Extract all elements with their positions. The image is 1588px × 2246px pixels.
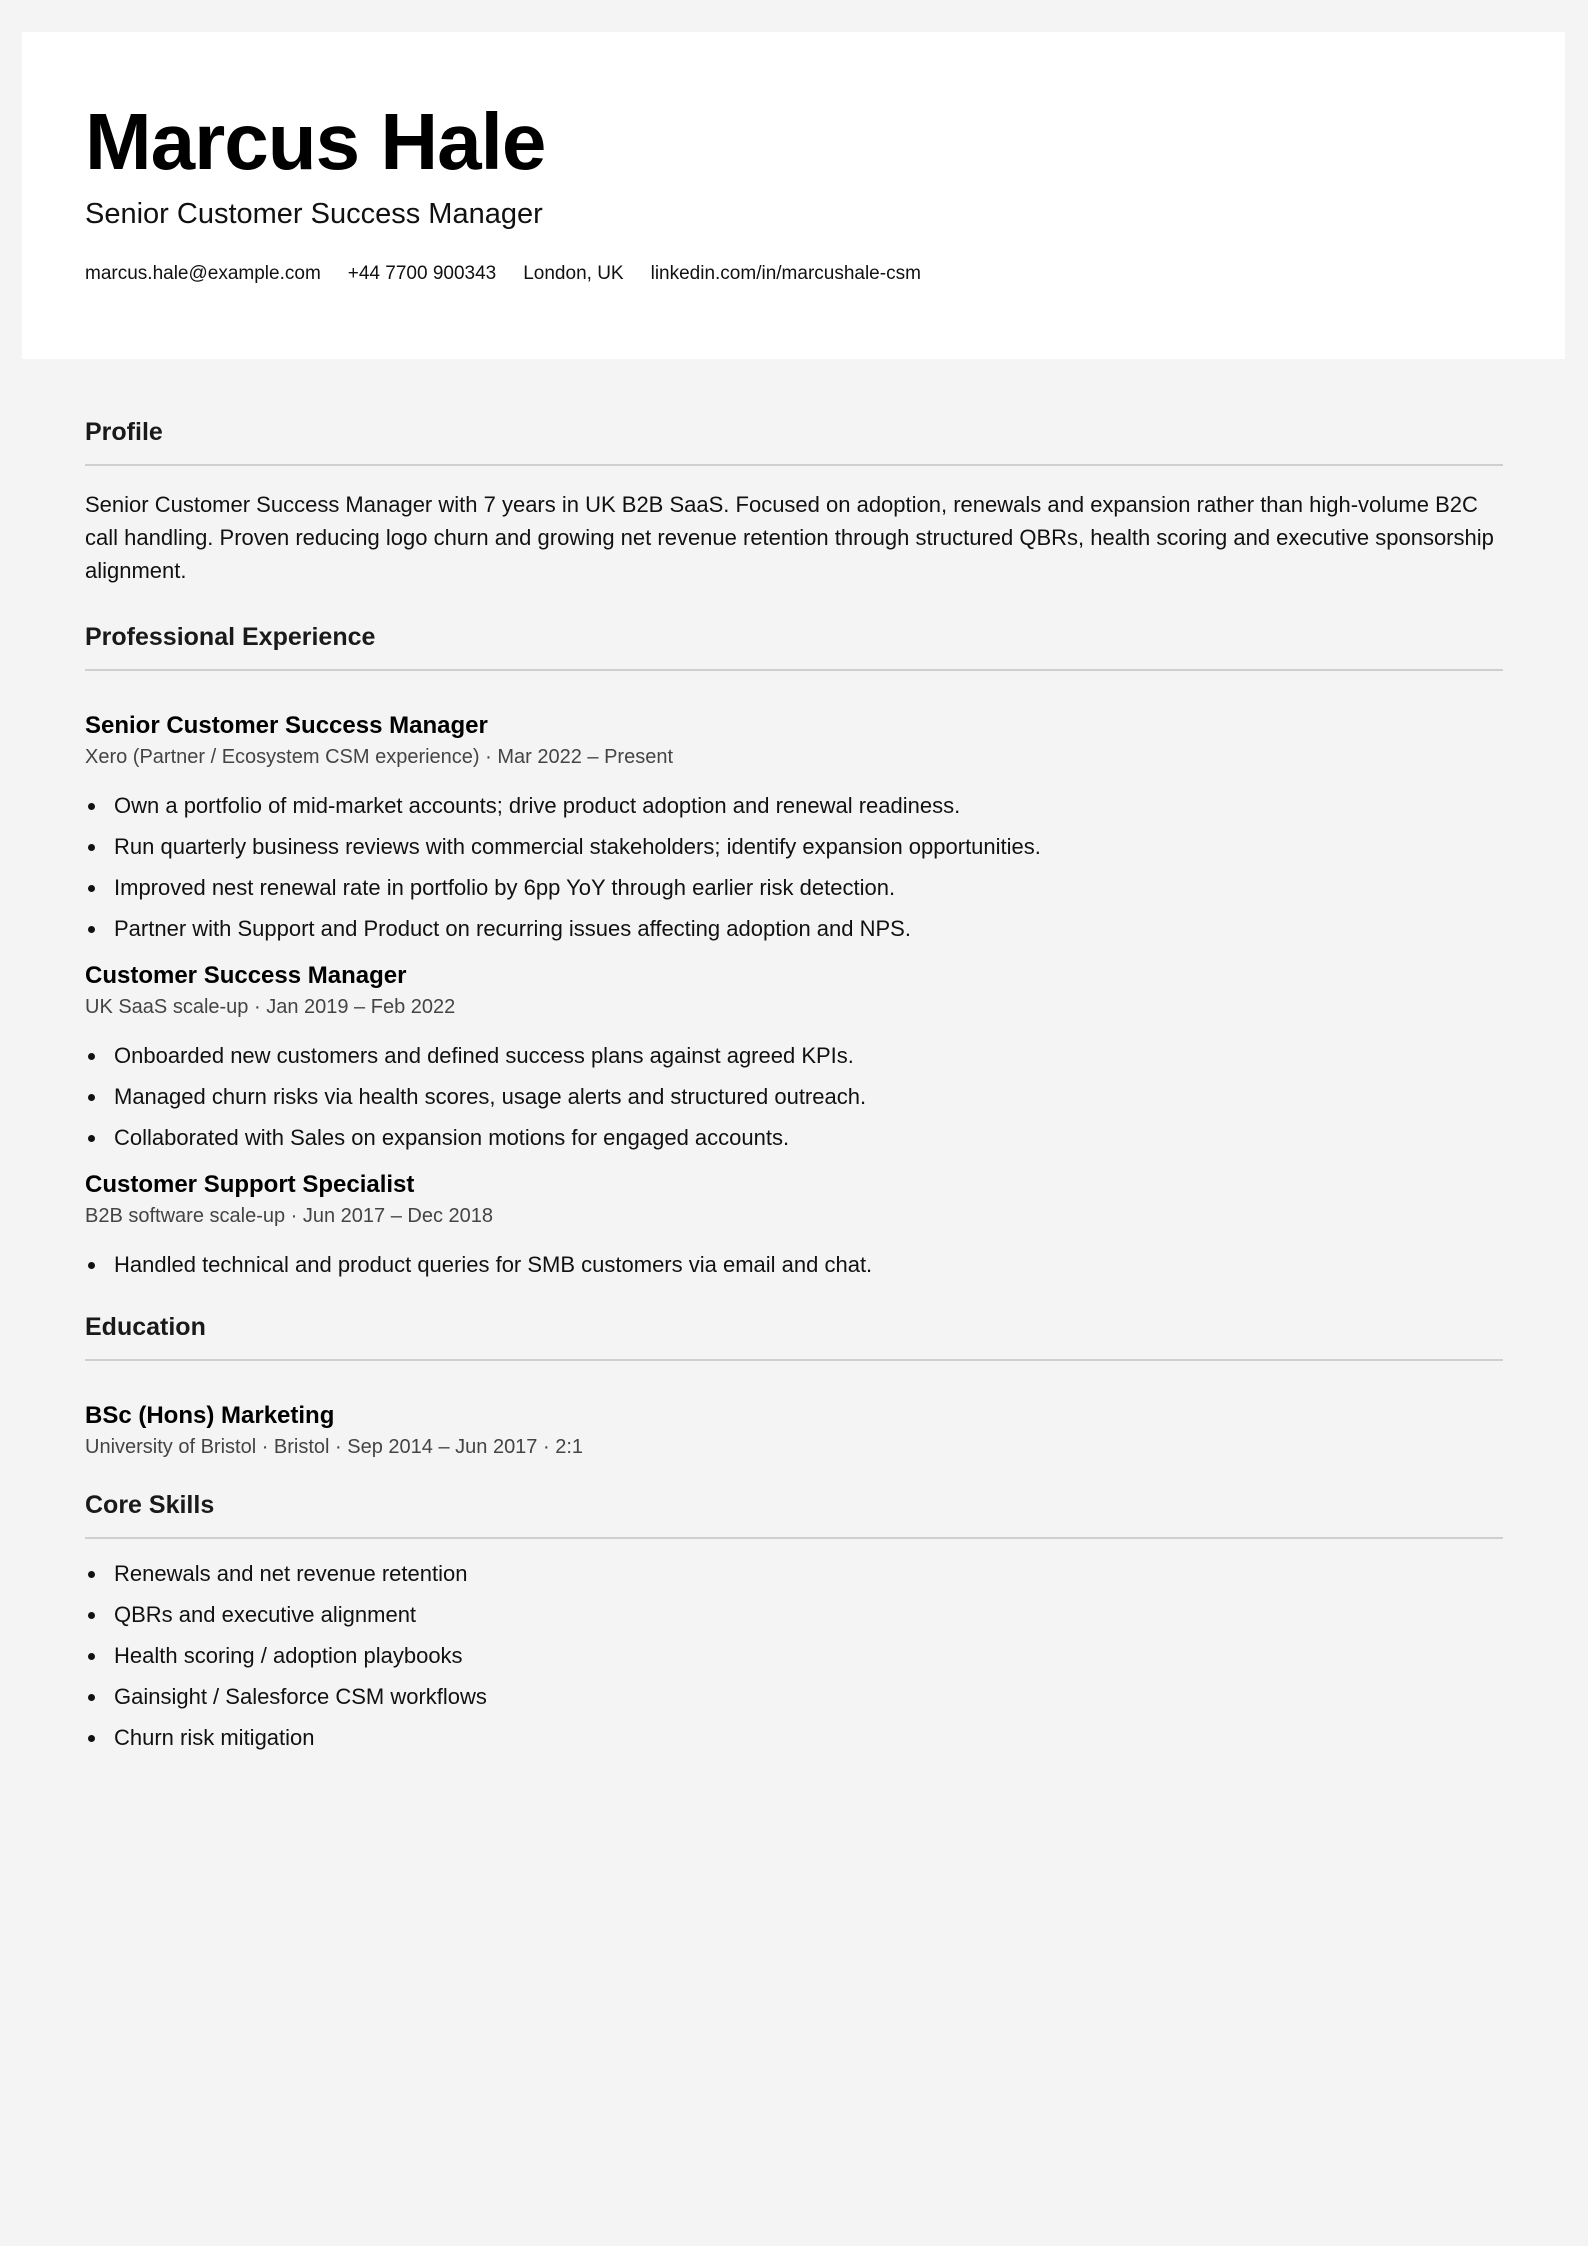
job-entry: [85, 1168, 1503, 1285]
skill-item: QBRs and executive alignment: [85, 1594, 1503, 1635]
job-title: Senior Customer Success Manager: [85, 712, 488, 739]
job-entry: [85, 959, 1503, 1158]
profile-summary: Senior Customer Success Manager with 7 years in UK B2B SaaS. Focused on adoption, renewals and expansion rather than high-volume B2C call handling. Proven reducing logo churn and growing net revenue retention through structured QBRs, health scoring and executive sponsorship alignment.: [85, 492, 1494, 583]
section-heading-profile: Profile: [85, 418, 163, 446]
skills-section: [85, 1473, 1503, 1758]
skills-list: [85, 1553, 1503, 1758]
profile-section: [85, 400, 1503, 587]
job-bullets: [85, 785, 1503, 949]
job-bullet: Own a portfolio of mid-market accounts; drive product adoption and renewal readiness.: [85, 785, 1503, 826]
job-title: Customer Success Manager: [85, 962, 407, 989]
candidate-headline: Senior Customer Success Manager: [85, 198, 543, 230]
job-meta: B2B software scale-up · Jun 2017 – Dec 2018: [85, 1205, 494, 1227]
job-bullet: Onboarded new customers and defined success plans against agreed KPIs.: [85, 1035, 1503, 1076]
education-entry: [85, 1399, 1503, 1461]
job-bullet: Partner with Support and Product on recurring issues affecting adoption and NPS.: [85, 908, 1503, 949]
contact-location: London, UK: [523, 263, 624, 284]
section-heading-skills: Core Skills: [85, 1491, 215, 1519]
section-heading-experience: Professional Experience: [85, 623, 376, 651]
section-divider: [85, 464, 1503, 466]
experience-list: [85, 709, 1503, 1285]
job-bullet: Collaborated with Sales on expansion motions for engaged accounts.: [85, 1117, 1503, 1158]
contact-phone: +44 7700 900343: [347, 263, 497, 284]
education-meta: University of Bristol · Bristol · Sep 2014 – Jun 2017 · 2:1: [85, 1436, 584, 1458]
job-meta: Xero (Partner / Ecosystem CSM experience) · Mar 2022 – Present: [85, 746, 674, 768]
section-divider: [85, 669, 1503, 671]
job-bullets: [85, 1244, 1503, 1285]
job-bullets: [85, 1035, 1503, 1158]
candidate-name: Marcus Hale: [85, 97, 546, 186]
section-heading-education: Education: [85, 1313, 206, 1341]
skill-item: Gainsight / Salesforce CSM workflows: [85, 1676, 1503, 1717]
job-title: Customer Support Specialist: [85, 1171, 415, 1198]
skill-item: Health scoring / adoption playbooks: [85, 1635, 1503, 1676]
education-section: [85, 1295, 1503, 1461]
job-bullet: Improved nest renewal rate in portfolio by 6pp YoY through earlier risk detection.: [85, 867, 1503, 908]
job-bullet: Handled technical and product queries for SMB customers via email and chat.: [85, 1244, 1503, 1285]
resume-header: [22, 32, 1565, 359]
skill-item: Renewals and net revenue retention: [85, 1553, 1503, 1594]
section-divider: [85, 1537, 1503, 1539]
job-meta: UK SaaS scale-up · Jan 2019 – Feb 2022: [85, 996, 456, 1018]
skill-item: Churn risk mitigation: [85, 1717, 1503, 1758]
job-bullet: Managed churn risks via health scores, usage alerts and structured outreach.: [85, 1076, 1503, 1117]
job-bullet: Run quarterly business reviews with commercial stakeholders; identify expansion opportunities.: [85, 826, 1503, 867]
contact-email: marcus.hale@example.com: [85, 263, 321, 284]
contact-linkedin: linkedin.com/in/marcushale-csm: [650, 263, 921, 284]
section-divider: [85, 1359, 1503, 1361]
contact-row: [85, 259, 921, 289]
resume-body: [85, 400, 1503, 1768]
degree-title: BSc (Hons) Marketing: [85, 1402, 335, 1429]
job-entry: [85, 709, 1503, 949]
experience-section: [85, 605, 1503, 1285]
